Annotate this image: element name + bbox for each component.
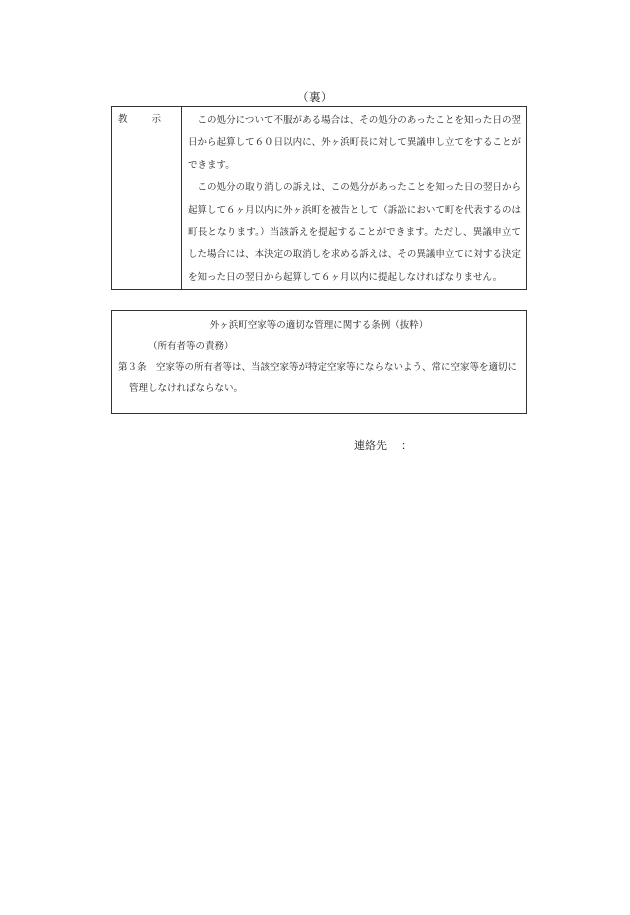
instruction-label-cell (112, 107, 186, 289)
contact-label: 連絡先 (354, 439, 387, 452)
ordinance-title: 外ヶ浜町空家等の適切な管理に関する条例（抜粋） (209, 320, 429, 331)
instruction-paragraph-objection: この処分について不服がある場合は、その処分のあったことを知った日の翌日から起算して６０日以内に、外ヶ浜町長に対して異議申し立てをすることができます。 (188, 115, 521, 171)
page-heading: （裏） (297, 90, 333, 104)
ordinance-article-caption: （所有者等の責務） (148, 341, 234, 352)
contact-colon: ： (401, 439, 412, 452)
instruction-label: 教示 (118, 114, 186, 125)
instruction-paragraph-lawsuit: この処分の取り消しの訴えは、この処分があったことを知った日の翌日から起算して６ヶ月以内に外ヶ浜町を被告として（訴訟において町を代表するのは町長となります。）当該訴えを提起することができます。ただし、異議申立てした場合には、本決定の取消しを求める訴えは、その異議申立てに対する決定を知った日の翌日から起算して６ヶ月以内に提起しなければなりません。 (188, 182, 521, 283)
ordinance-article-3: 第３条 空家等の所有者等は、当該空家等が特定空家等にならないよう、常に空家等を適切に管理しなければならない。 (118, 362, 518, 394)
instruction-body (182, 107, 526, 289)
contact-line (354, 437, 412, 453)
ordinance-excerpt-box (111, 310, 527, 414)
instruction-box (111, 106, 527, 290)
